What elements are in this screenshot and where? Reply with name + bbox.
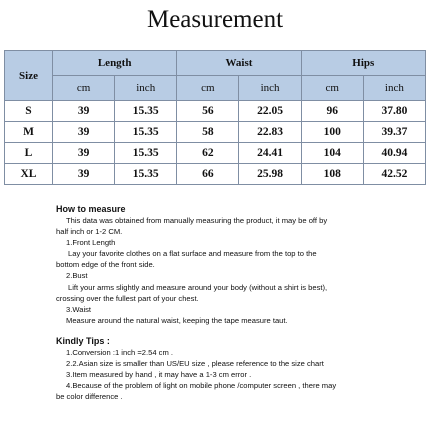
waist-group-header: Waist	[177, 51, 301, 76]
size-chart-table	[4, 50, 426, 185]
table-cell: 25.98	[239, 164, 301, 185]
table-cell: 96	[301, 101, 363, 122]
size-label: XL	[5, 164, 53, 185]
table-row	[5, 143, 426, 164]
table-row	[5, 164, 426, 185]
table-cell: 42.52	[363, 164, 425, 185]
size-column-header: Size	[5, 51, 53, 101]
kindly-tips-heading: Kindly Tips :	[56, 335, 110, 346]
table-cell: 22.05	[239, 101, 301, 122]
how-to-measure-heading: How to measure	[56, 204, 126, 214]
tip-item: 3.Item measured by hand , it may have a 1-3 cm error .	[66, 370, 252, 380]
table-cell: 39.37	[363, 122, 425, 143]
table-row	[5, 122, 426, 143]
front-length-text: bottom edge of the front side.	[56, 260, 155, 270]
table-cell: 108	[301, 164, 363, 185]
table-cell: 58	[177, 122, 239, 143]
table-cell: 15.35	[115, 101, 177, 122]
length-group-header: Length	[53, 51, 177, 76]
hips-group-header: Hips	[301, 51, 425, 76]
table-cell: 62	[177, 143, 239, 164]
bust-title: 2.Bust	[66, 271, 88, 281]
bust-text: crossing over the fullest part of your chest.	[56, 293, 199, 303]
table-cell: 24.41	[239, 143, 301, 164]
table-row	[5, 101, 426, 122]
table-cell: 39	[53, 143, 115, 164]
unit-header: cm	[301, 76, 363, 101]
table-cell: 39	[53, 101, 115, 122]
intro-text: half inch or 1-2 CM.	[56, 227, 123, 237]
bust-text: Lift your arms slightly and measure around your body (without a shirt is best),	[68, 282, 328, 292]
page-title: Measurement	[146, 6, 284, 33]
unit-header: cm	[53, 76, 115, 101]
tip-item: be color difference .	[56, 392, 123, 402]
table-cell: 56	[177, 101, 239, 122]
size-label: L	[5, 143, 53, 164]
front-length-text: Lay your favorite clothes on a flat surface and measure from the top to the	[68, 249, 317, 259]
table-cell: 22.83	[239, 122, 301, 143]
notes-section	[56, 203, 428, 402]
unit-header: inch	[239, 76, 301, 101]
table-cell: 66	[177, 164, 239, 185]
size-label: M	[5, 122, 53, 143]
table-cell: 39	[53, 122, 115, 143]
waist-title: 3.Waist	[66, 304, 92, 314]
size-label: S	[5, 101, 53, 122]
table-cell: 40.94	[363, 143, 425, 164]
unit-header: inch	[115, 76, 177, 101]
table-unit-header-row	[5, 76, 426, 101]
tip-item: 4.Because of the problem of light on mobile phone /computer screen , there may	[66, 381, 337, 391]
table-cell: 37.80	[363, 101, 425, 122]
unit-header: cm	[177, 76, 239, 101]
unit-header: inch	[363, 76, 425, 101]
tip-item: 2.2.Asian size is smaller than US/EU size , please reference to the size chart	[66, 359, 324, 369]
table-cell: 15.35	[115, 143, 177, 164]
waist-text: Measure around the natural waist, keeping the tape measure taut.	[66, 315, 288, 325]
table-cell: 104	[301, 143, 363, 164]
table-cell: 15.35	[115, 164, 177, 185]
table-group-header-row	[5, 51, 426, 76]
intro-text: This data was obtained from manually measuring the product, it may be off by	[66, 216, 328, 225]
table-cell: 15.35	[115, 122, 177, 143]
tip-item: 1.Conversion :1 inch =2.54 cm .	[66, 347, 174, 357]
table-cell: 39	[53, 164, 115, 185]
table-cell: 100	[301, 122, 363, 143]
front-length-title: 1.Front Length	[66, 238, 116, 248]
